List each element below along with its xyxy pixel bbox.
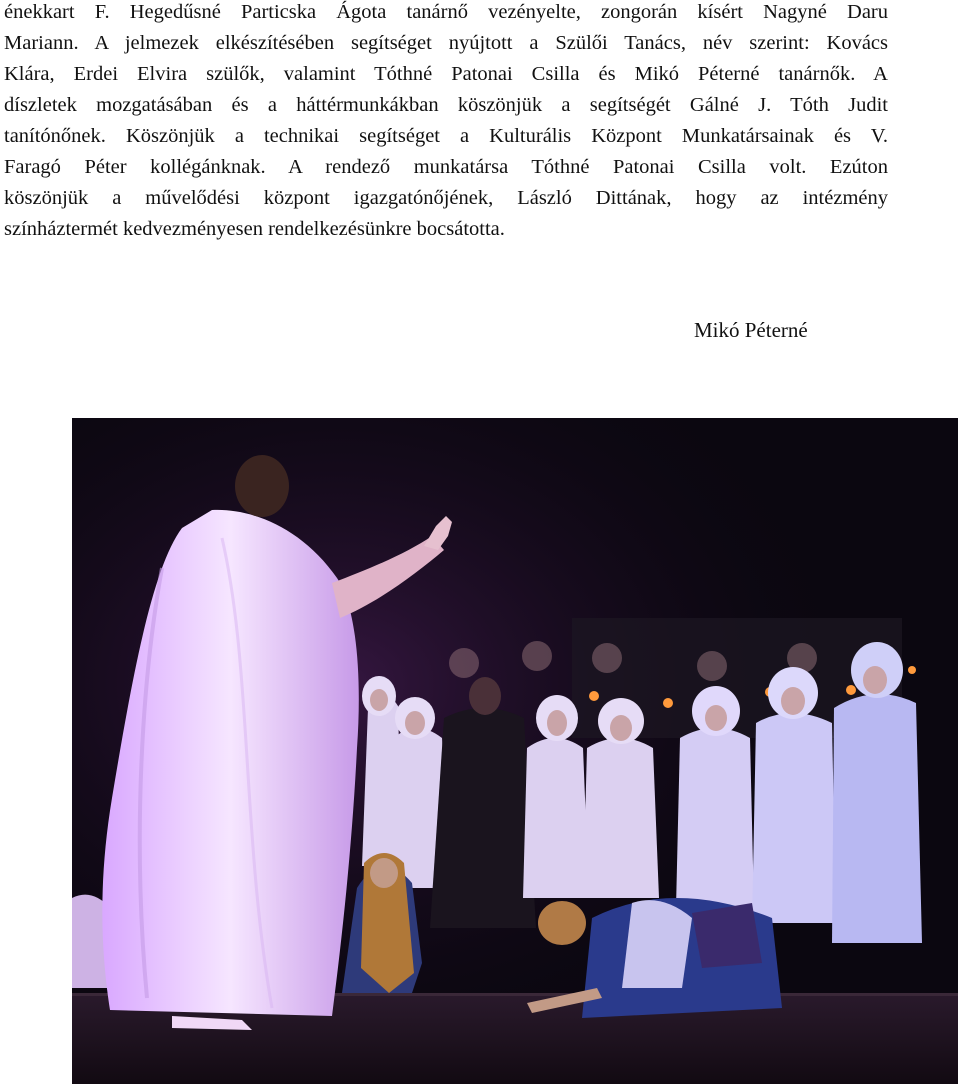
paragraph-line-3: Klára, Erdei Elvira szülők, valamint Tóthné Patonai Csilla és Mikó Péterné tanárnők. A xyxy=(4,63,888,85)
stage-photo xyxy=(72,418,958,1084)
paragraph-line-4: díszletek mozgatásában és a háttérmunkákban köszönjük a segítségét Gálné J. Tóth Judit xyxy=(4,94,888,116)
paragraph-line-2: Mariann. A jelmezek elkészítésében segítséget nyújtott a Szülői Tanács, név szerint: Kovács xyxy=(4,32,888,54)
signature: Mikó Péterné xyxy=(694,318,808,342)
paragraph-line-1: énekkart F. Hegedűsné Particska Ágota tanárnő vezényelte, zongorán kísért Nagyné Daru xyxy=(4,1,888,23)
paragraph-line-6: Faragó Péter kollégánknak. A rendező munkatársa Tóthné Patonai Csilla volt. Ezúton xyxy=(4,156,888,178)
stage-photo-illustration xyxy=(72,418,958,1084)
paragraph-line-5: tanítónőnek. Köszönjük a technikai segítséget a Kulturális Központ Munkatársainak és V. xyxy=(4,125,888,147)
body-paragraph xyxy=(4,0,888,245)
paragraph-line-8: színháztermét kedvezményesen rendelkezésünkre bocsátotta. xyxy=(4,218,505,240)
paragraph-line-7: köszönjük a művelődési központ igazgatónőjének, László Dittának, hogy az intézmény xyxy=(4,187,888,209)
